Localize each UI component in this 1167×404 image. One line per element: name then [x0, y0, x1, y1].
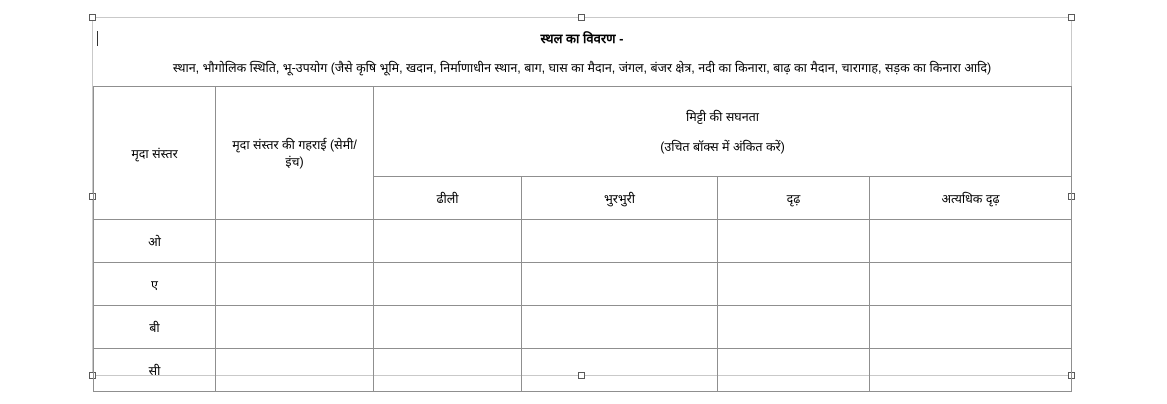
header-soil-depth: मृदा संस्तर की गहराई (सेमी/ इंच) — [216, 87, 374, 220]
cell-firm-a[interactable] — [718, 263, 870, 306]
row-label-b: बी — [94, 306, 216, 349]
table-row[interactable] — [94, 349, 1072, 392]
cell-loose-o[interactable] — [374, 220, 522, 263]
cell-loose-c[interactable] — [374, 349, 522, 392]
cell-depth-b[interactable] — [216, 306, 374, 349]
cell-very-firm-b[interactable] — [870, 306, 1072, 349]
cell-loose-a[interactable] — [374, 263, 522, 306]
cell-friable-a[interactable] — [522, 263, 718, 306]
heading-block — [93, 18, 1071, 86]
document-body — [93, 18, 1071, 378]
cell-firm-o[interactable] — [718, 220, 870, 263]
header-compaction-loose: ढीली — [374, 177, 522, 220]
page-title: स्थल का विवरण - — [540, 31, 624, 46]
cell-loose-b[interactable] — [374, 306, 522, 349]
cell-friable-c[interactable] — [522, 349, 718, 392]
text-cursor — [97, 31, 98, 46]
header-soil-compaction-group — [374, 87, 1072, 177]
cell-depth-c[interactable] — [216, 349, 374, 392]
table-row[interactable] — [94, 306, 1072, 349]
row-label-a: ए — [94, 263, 216, 306]
header-compaction-very-firm: अत्यधिक दृढ़ — [870, 177, 1072, 220]
header-compaction-line2: (उचित बॉक्स में अंकित करें) — [660, 139, 785, 154]
table-row[interactable] — [94, 220, 1072, 263]
soil-description-table[interactable] — [93, 86, 1072, 392]
cell-depth-o[interactable] — [216, 220, 374, 263]
header-compaction-friable: भुरभुरी — [522, 177, 718, 220]
cell-friable-b[interactable] — [522, 306, 718, 349]
header-soil-horizon: मृदा संस्तर — [94, 87, 216, 220]
cell-very-firm-a[interactable] — [870, 263, 1072, 306]
header-compaction-firm: दृढ़ — [718, 177, 870, 220]
table-row[interactable] — [94, 263, 1072, 306]
header-compaction-line1: मिट्टी की सघनता — [686, 109, 759, 124]
cell-depth-a[interactable] — [216, 263, 374, 306]
cell-very-firm-c[interactable] — [870, 349, 1072, 392]
page-subtitle: स्थान, भौगोलिक स्थिति, भू-उपयोग (जैसे कृषि भूमि, खदान, निर्माणाधीन स्थान, बाग, घास का मैदान, जंगल, बंजर क्षेत्र, नदी का किनारा, बाढ़ का मैदान, चारागाह, सड़क का किनारा आदि) — [172, 61, 992, 75]
cell-firm-b[interactable] — [718, 306, 870, 349]
cell-firm-c[interactable] — [718, 349, 870, 392]
cell-very-firm-o[interactable] — [870, 220, 1072, 263]
row-label-o: ओ — [94, 220, 216, 263]
row-label-c: सी — [94, 349, 216, 392]
cell-friable-o[interactable] — [522, 220, 718, 263]
table-header-row-1 — [94, 87, 1072, 177]
